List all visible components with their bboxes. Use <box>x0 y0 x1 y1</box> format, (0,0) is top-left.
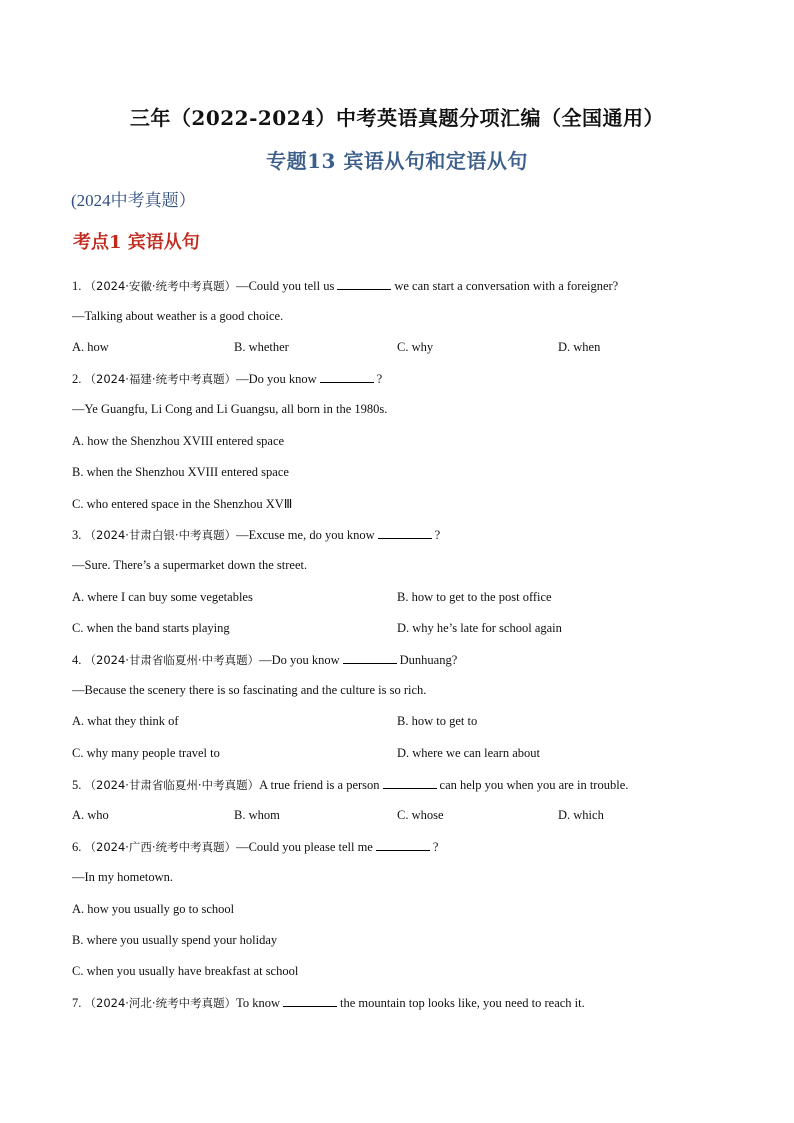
question-4-answer: —Because the scenery there is so fascinating and the culture is so rich. <box>72 683 427 697</box>
question-text: ? <box>376 372 383 386</box>
option-b: B. where you usually spend your holiday <box>72 933 278 947</box>
question-text: To know <box>236 996 280 1010</box>
question-source: （2024·福建·统考中考真题） <box>84 372 237 386</box>
option-c: C. when the band starts playing <box>72 621 230 635</box>
question-4-stem <box>72 652 457 668</box>
option-d: D. when <box>558 340 601 354</box>
answer-blank <box>343 653 397 664</box>
option-c: C. who entered space in the Shenzhou XVⅢ <box>72 497 293 511</box>
option-a: A. how you usually go to school <box>72 902 235 916</box>
document-title: 三年（2022-2024）中考英语真题分项汇编（全国通用） <box>129 106 665 130</box>
question-source: （2024·安徽·统考中考真题） <box>84 279 237 293</box>
question-1-answer: —Talking about weather is a good choice. <box>72 309 284 323</box>
question-number: 4. <box>72 653 82 667</box>
option-a: A. how <box>72 340 109 354</box>
question-3-stem <box>72 527 440 543</box>
option-c: C. when you usually have breakfast at school <box>72 964 299 978</box>
question-text: we can start a conversation with a foreigner? <box>394 279 619 293</box>
topic-title: 专题13 宾语从句和定语从句 <box>266 149 528 173</box>
point-heading: 考点1 宾语从句 <box>73 232 200 253</box>
question-2-answer: —Ye Guangfu, Li Cong and Li Guangsu, all born in the 1980s. <box>72 402 388 416</box>
question-6-answer: —In my hometown. <box>72 870 174 884</box>
question-number: 2. <box>72 372 82 386</box>
question-text: ? <box>434 528 441 542</box>
option-a: A. where I can buy some vegetables <box>72 590 253 604</box>
option-c: C. whose <box>397 808 444 822</box>
option-d: D. which <box>558 808 604 822</box>
section-heading: (2024中考真题） <box>71 191 196 210</box>
question-2-stem <box>72 371 382 387</box>
question-text: —Do you know <box>259 653 340 667</box>
answer-blank <box>378 528 432 539</box>
question-source: （2024·广西·统考中考真题） <box>84 840 237 854</box>
question-number: 3. <box>72 528 82 542</box>
option-c: C. why <box>397 340 434 354</box>
option-b: B. how to get to <box>397 714 478 728</box>
question-number: 6. <box>72 840 82 854</box>
question-text: Dunhuang? <box>399 653 458 667</box>
option-b: B. when the Shenzhou XVIII entered space <box>72 465 289 479</box>
option-a: A. who <box>72 808 109 822</box>
question-text: —Excuse me, do you know <box>236 528 375 542</box>
question-5-stem <box>72 777 628 793</box>
question-3-answer: —Sure. There’s a supermarket down the street. <box>72 558 308 572</box>
option-b: B. how to get to the post office <box>397 590 552 604</box>
question-6-stem <box>72 839 438 855</box>
question-text: the mountain top looks like, you need to reach it. <box>340 996 585 1010</box>
question-number: 5. <box>72 778 82 792</box>
answer-blank <box>376 840 430 851</box>
question-text: ? <box>432 840 439 854</box>
question-text: can help you when you are in trouble. <box>439 778 629 792</box>
question-source: （2024·河北·统考中考真题） <box>84 996 237 1010</box>
option-c: C. why many people travel to <box>72 746 220 760</box>
question-source: （2024·甘肃省临夏州·中考真题） <box>84 778 260 792</box>
answer-blank <box>383 778 437 789</box>
question-1-stem <box>72 278 618 294</box>
option-b: B. whether <box>234 340 289 354</box>
option-d: D. where we can learn about <box>397 746 540 760</box>
option-b: B. whom <box>234 808 280 822</box>
answer-blank <box>283 996 337 1007</box>
answer-blank <box>320 372 374 383</box>
answer-blank <box>337 279 391 290</box>
question-text: —Do you know <box>236 372 317 386</box>
question-source: （2024·甘肃白银·中考真题） <box>84 528 237 542</box>
question-source: （2024·甘肃省临夏州·中考真题） <box>84 653 260 667</box>
question-text: —Could you tell us <box>236 279 335 293</box>
question-text: —Could you please tell me <box>236 840 373 854</box>
question-7-stem <box>72 995 585 1011</box>
option-a: A. how the Shenzhou XVIII entered space <box>72 434 285 448</box>
question-number: 7. <box>72 996 82 1010</box>
option-d: D. why he’s late for school again <box>397 621 562 635</box>
question-text: A true friend is a person <box>259 778 380 792</box>
question-number: 1. <box>72 279 82 293</box>
option-a: A. what they think of <box>72 714 179 728</box>
